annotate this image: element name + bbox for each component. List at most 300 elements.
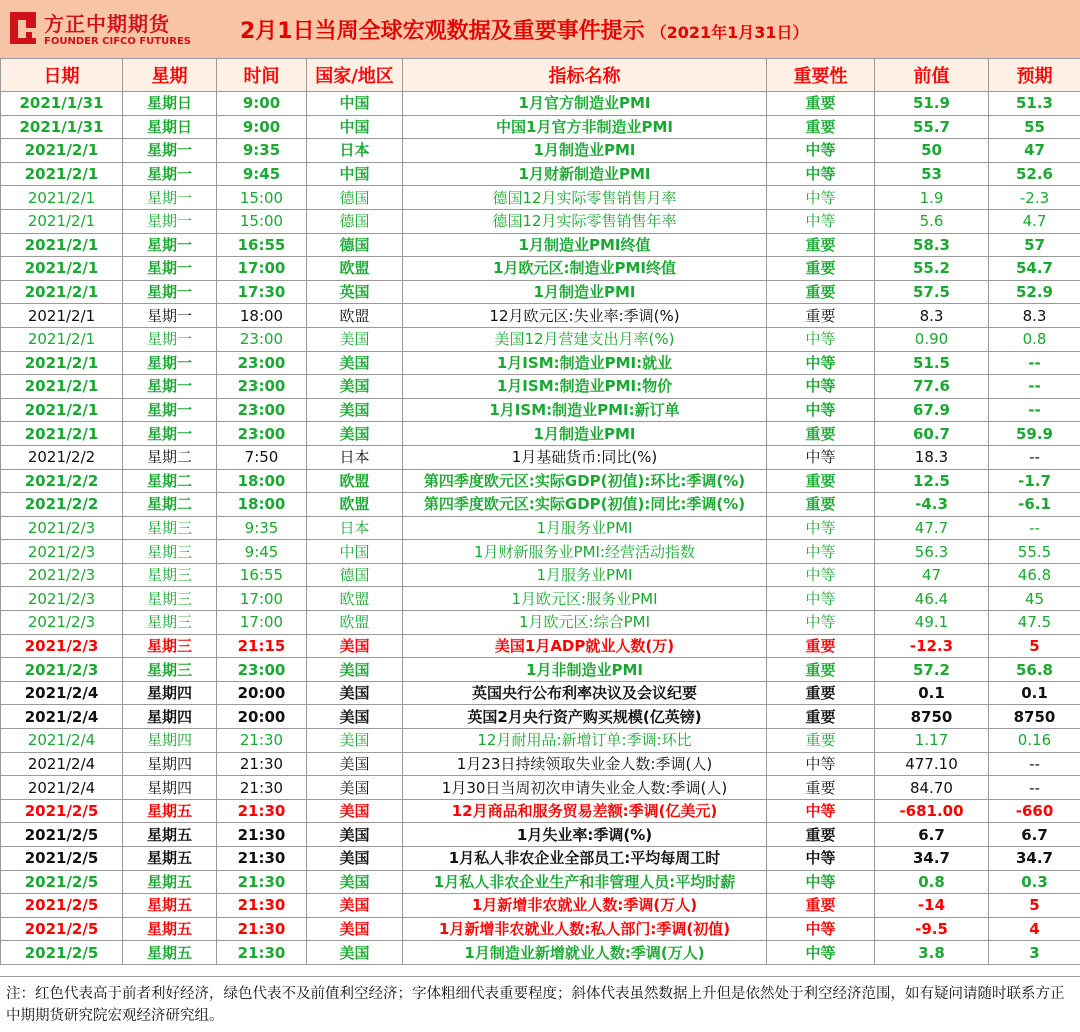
table-row (1, 162, 1080, 186)
cell-region: 欧盟 (307, 611, 403, 635)
cell-weekday: 星期一 (123, 280, 217, 304)
cell-date: 2021/2/3 (1, 563, 123, 587)
table-row (1, 493, 1080, 517)
cell-region: 美国 (307, 681, 403, 705)
cell-indicator: 英国央行公布利率决议及会议纪要 (403, 681, 767, 705)
table-row (1, 92, 1080, 116)
cell-previous: 51.5 (875, 351, 989, 375)
cell-importance: 重要 (767, 681, 875, 705)
cell-date: 2021/2/2 (1, 469, 123, 493)
cell-indicator: 1月制造业新增就业人数:季调(万人) (403, 941, 767, 965)
cell-previous: 84.70 (875, 776, 989, 800)
cell-weekday: 星期一 (123, 375, 217, 399)
cell-region: 日本 (307, 139, 403, 163)
cell-indicator: 英国2月央行资产购买规模(亿英镑) (403, 705, 767, 729)
cell-forecast: 57 (989, 233, 1080, 257)
cell-previous: 67.9 (875, 398, 989, 422)
title-text: 2月1日当周全球宏观数据及重要事件提示 (240, 19, 645, 44)
cell-previous: 57.2 (875, 658, 989, 682)
cell-previous: 0.90 (875, 327, 989, 351)
cell-date: 2021/2/3 (1, 540, 123, 564)
cell-forecast: 47.5 (989, 611, 1080, 635)
cell-region: 美国 (307, 941, 403, 965)
cell-date: 2021/2/5 (1, 941, 123, 965)
cell-forecast: 8.3 (989, 304, 1080, 328)
cell-weekday: 星期一 (123, 257, 217, 281)
cell-date: 2021/2/5 (1, 894, 123, 918)
cell-weekday: 星期一 (123, 398, 217, 422)
cell-region: 德国 (307, 186, 403, 210)
cell-weekday: 星期四 (123, 776, 217, 800)
cell-previous: 56.3 (875, 540, 989, 564)
cell-time: 9:35 (217, 516, 307, 540)
cell-previous: 47 (875, 563, 989, 587)
cell-time: 18:00 (217, 304, 307, 328)
cell-date: 2021/2/1 (1, 162, 123, 186)
cell-date: 2021/2/5 (1, 870, 123, 894)
cell-indicator: 1月服务业PMI (403, 516, 767, 540)
cell-date: 2021/1/31 (1, 115, 123, 139)
table-row (1, 516, 1080, 540)
table-row (1, 445, 1080, 469)
cell-importance: 重要 (767, 823, 875, 847)
cell-importance: 重要 (767, 233, 875, 257)
cell-time: 23:00 (217, 422, 307, 446)
logo-mark-icon (6, 8, 40, 48)
cell-previous: 53 (875, 162, 989, 186)
cell-importance: 重要 (767, 776, 875, 800)
cell-weekday: 星期四 (123, 705, 217, 729)
table-row (1, 799, 1080, 823)
cell-importance: 中等 (767, 375, 875, 399)
cell-indicator: 第四季度欧元区:实际GDP(初值):环比:季调(%) (403, 469, 767, 493)
cell-weekday: 星期五 (123, 894, 217, 918)
table-row (1, 941, 1080, 965)
cell-weekday: 星期日 (123, 92, 217, 116)
cell-time: 21:30 (217, 776, 307, 800)
cell-date: 2021/2/1 (1, 398, 123, 422)
cell-date: 2021/2/5 (1, 847, 123, 871)
cell-indicator: 1月ISM:制造业PMI:就业 (403, 351, 767, 375)
cell-date: 2021/2/1 (1, 186, 123, 210)
table-row (1, 209, 1080, 233)
cell-weekday: 星期五 (123, 917, 217, 941)
cell-forecast: 0.1 (989, 681, 1080, 705)
cell-weekday: 星期日 (123, 115, 217, 139)
table-row (1, 563, 1080, 587)
cell-indicator: 1月欧元区:服务业PMI (403, 587, 767, 611)
cell-date: 2021/2/1 (1, 233, 123, 257)
cell-time: 21:30 (217, 823, 307, 847)
cell-time: 23:00 (217, 375, 307, 399)
cell-forecast: 55.5 (989, 540, 1080, 564)
cell-forecast: 0.3 (989, 870, 1080, 894)
cell-region: 美国 (307, 894, 403, 918)
cell-indicator: 1月私人非农企业全部员工:平均每周工时 (403, 847, 767, 871)
cell-region: 德国 (307, 209, 403, 233)
title-date: （2021年1月31日） (650, 23, 809, 42)
table-row (1, 351, 1080, 375)
cell-importance: 重要 (767, 422, 875, 446)
cell-importance: 中等 (767, 445, 875, 469)
cell-importance: 中等 (767, 209, 875, 233)
cell-importance: 重要 (767, 705, 875, 729)
cell-previous: 55.7 (875, 115, 989, 139)
cell-region: 美国 (307, 375, 403, 399)
cell-time: 9:45 (217, 162, 307, 186)
cell-forecast: 0.8 (989, 327, 1080, 351)
cell-indicator: 1月私人非农企业生产和非管理人员:平均时薪 (403, 870, 767, 894)
table-row (1, 729, 1080, 753)
cell-date: 2021/2/3 (1, 611, 123, 635)
cell-date: 2021/2/2 (1, 445, 123, 469)
cell-date: 2021/2/1 (1, 257, 123, 281)
cell-region: 欧盟 (307, 493, 403, 517)
cell-importance: 中等 (767, 351, 875, 375)
cell-weekday: 星期一 (123, 186, 217, 210)
cell-region: 美国 (307, 634, 403, 658)
cell-indicator: 12月商品和服务贸易差额:季调(亿美元) (403, 799, 767, 823)
table-row (1, 233, 1080, 257)
cell-indicator: 12月耐用品:新增订单:季调:环比 (403, 729, 767, 753)
cell-time: 17:00 (217, 257, 307, 281)
cell-time: 7:50 (217, 445, 307, 469)
table-row (1, 681, 1080, 705)
cell-previous: -12.3 (875, 634, 989, 658)
cell-importance: 中等 (767, 139, 875, 163)
cell-weekday: 星期一 (123, 351, 217, 375)
cell-importance: 中等 (767, 799, 875, 823)
cell-date: 2021/2/5 (1, 823, 123, 847)
column-header-importance: 重要性 (767, 59, 875, 92)
cell-importance: 中等 (767, 516, 875, 540)
cell-time: 21:30 (217, 894, 307, 918)
cell-date: 2021/2/1 (1, 280, 123, 304)
cell-importance: 重要 (767, 92, 875, 116)
table-row (1, 115, 1080, 139)
cell-importance: 中等 (767, 917, 875, 941)
cell-region: 欧盟 (307, 257, 403, 281)
logo-chinese-name: 方正中期期货 (44, 12, 170, 36)
cell-weekday: 星期三 (123, 516, 217, 540)
cell-forecast: 3 (989, 941, 1080, 965)
cell-time: 21:30 (217, 847, 307, 871)
cell-forecast: 52.6 (989, 162, 1080, 186)
cell-indicator: 1月欧元区:综合PMI (403, 611, 767, 635)
cell-previous: 55.2 (875, 257, 989, 281)
cell-weekday: 星期二 (123, 445, 217, 469)
cell-forecast: 55 (989, 115, 1080, 139)
cell-indicator: 1月基础货币:同比(%) (403, 445, 767, 469)
cell-region: 美国 (307, 351, 403, 375)
cell-forecast: 4.7 (989, 209, 1080, 233)
cell-forecast: 54.7 (989, 257, 1080, 281)
column-header-region: 国家/地区 (307, 59, 403, 92)
cell-weekday: 星期四 (123, 752, 217, 776)
cell-forecast: 45 (989, 587, 1080, 611)
cell-forecast: -660 (989, 799, 1080, 823)
cell-importance: 中等 (767, 847, 875, 871)
cell-time: 16:55 (217, 563, 307, 587)
cell-region: 美国 (307, 870, 403, 894)
cell-previous: 57.5 (875, 280, 989, 304)
table-row (1, 705, 1080, 729)
cell-weekday: 星期五 (123, 799, 217, 823)
cell-date: 2021/2/1 (1, 327, 123, 351)
page-title (240, 14, 809, 45)
cell-importance: 重要 (767, 493, 875, 517)
cell-time: 23:00 (217, 658, 307, 682)
cell-weekday: 星期一 (123, 327, 217, 351)
cell-forecast: -2.3 (989, 186, 1080, 210)
cell-weekday: 星期五 (123, 870, 217, 894)
table-row (1, 186, 1080, 210)
cell-importance: 重要 (767, 257, 875, 281)
cell-region: 中国 (307, 115, 403, 139)
column-header-previous: 前值 (875, 59, 989, 92)
cell-region: 美国 (307, 705, 403, 729)
table-row (1, 894, 1080, 918)
cell-time: 18:00 (217, 493, 307, 517)
cell-weekday: 星期一 (123, 422, 217, 446)
cell-forecast: 56.8 (989, 658, 1080, 682)
column-header-time: 时间 (217, 59, 307, 92)
table-row (1, 139, 1080, 163)
cell-weekday: 星期二 (123, 493, 217, 517)
cell-time: 18:00 (217, 469, 307, 493)
cell-time: 20:00 (217, 705, 307, 729)
cell-time: 21:30 (217, 941, 307, 965)
cell-time: 23:00 (217, 327, 307, 351)
events-table (0, 58, 1080, 965)
cell-previous: 5.6 (875, 209, 989, 233)
table-body (1, 92, 1080, 965)
cell-time: 9:00 (217, 115, 307, 139)
cell-region: 美国 (307, 752, 403, 776)
cell-previous: 60.7 (875, 422, 989, 446)
cell-indicator: 1月官方制造业PMI (403, 92, 767, 116)
cell-weekday: 星期五 (123, 941, 217, 965)
cell-indicator: 德国12月实际零售销售年率 (403, 209, 767, 233)
company-logo (6, 6, 191, 52)
cell-indicator: 1月23日持续领取失业金人数:季调(人) (403, 752, 767, 776)
cell-importance: 中等 (767, 398, 875, 422)
cell-forecast: 46.8 (989, 563, 1080, 587)
cell-indicator: 中国1月官方非制造业PMI (403, 115, 767, 139)
cell-importance: 中等 (767, 186, 875, 210)
cell-previous: 12.5 (875, 469, 989, 493)
cell-importance: 重要 (767, 894, 875, 918)
cell-date: 2021/2/4 (1, 776, 123, 800)
cell-forecast: 34.7 (989, 847, 1080, 871)
cell-previous: -9.5 (875, 917, 989, 941)
cell-previous: 3.8 (875, 941, 989, 965)
cell-forecast: -- (989, 398, 1080, 422)
cell-indicator: 1月制造业PMI终值 (403, 233, 767, 257)
cell-date: 2021/2/1 (1, 139, 123, 163)
cell-date: 2021/2/3 (1, 587, 123, 611)
header-banner (0, 0, 1080, 59)
logo-english-name: FOUNDER CIFCO FUTURES (44, 36, 191, 47)
cell-importance: 重要 (767, 304, 875, 328)
cell-forecast: -- (989, 776, 1080, 800)
cell-importance: 中等 (767, 540, 875, 564)
cell-time: 20:00 (217, 681, 307, 705)
cell-region: 英国 (307, 280, 403, 304)
cell-weekday: 星期五 (123, 823, 217, 847)
cell-indicator: 德国12月实际零售销售月率 (403, 186, 767, 210)
cell-region: 美国 (307, 729, 403, 753)
cell-date: 2021/2/1 (1, 304, 123, 328)
table-row (1, 540, 1080, 564)
cell-date: 2021/2/4 (1, 705, 123, 729)
cell-date: 2021/2/4 (1, 681, 123, 705)
cell-previous: 0.1 (875, 681, 989, 705)
column-header-date: 日期 (1, 59, 123, 92)
cell-region: 美国 (307, 776, 403, 800)
cell-forecast: 5 (989, 634, 1080, 658)
cell-importance: 中等 (767, 870, 875, 894)
cell-weekday: 星期三 (123, 611, 217, 635)
cell-importance: 重要 (767, 729, 875, 753)
cell-weekday: 星期三 (123, 540, 217, 564)
cell-forecast: 8750 (989, 705, 1080, 729)
table-row (1, 375, 1080, 399)
cell-region: 中国 (307, 162, 403, 186)
table-row (1, 634, 1080, 658)
cell-previous: 6.7 (875, 823, 989, 847)
cell-indicator: 1月非制造业PMI (403, 658, 767, 682)
cell-weekday: 星期四 (123, 681, 217, 705)
cell-previous: 51.9 (875, 92, 989, 116)
cell-previous: -4.3 (875, 493, 989, 517)
cell-date: 2021/2/3 (1, 634, 123, 658)
cell-importance: 中等 (767, 941, 875, 965)
table-row (1, 587, 1080, 611)
cell-importance: 重要 (767, 280, 875, 304)
cell-indicator: 1月30日当周初次申请失业金人数:季调(人) (403, 776, 767, 800)
cell-date: 2021/2/1 (1, 351, 123, 375)
cell-importance: 中等 (767, 327, 875, 351)
table-row (1, 658, 1080, 682)
cell-region: 德国 (307, 563, 403, 587)
cell-importance: 中等 (767, 752, 875, 776)
table-row (1, 257, 1080, 281)
table-row (1, 398, 1080, 422)
cell-indicator: 1月ISM:制造业PMI:新订单 (403, 398, 767, 422)
cell-region: 美国 (307, 422, 403, 446)
table-row (1, 422, 1080, 446)
cell-importance: 重要 (767, 115, 875, 139)
cell-region: 美国 (307, 823, 403, 847)
cell-previous: 46.4 (875, 587, 989, 611)
cell-importance: 重要 (767, 469, 875, 493)
cell-region: 欧盟 (307, 304, 403, 328)
cell-indicator: 1月新增非农就业人数:季调(万人) (403, 894, 767, 918)
table-row (1, 823, 1080, 847)
cell-previous: 49.1 (875, 611, 989, 635)
cell-indicator: 1月欧元区:制造业PMI终值 (403, 257, 767, 281)
cell-previous: 8750 (875, 705, 989, 729)
cell-importance: 中等 (767, 611, 875, 635)
table-header-row (1, 59, 1080, 92)
cell-indicator: 1月新增非农就业人数:私人部门:季调(初值) (403, 917, 767, 941)
cell-importance: 中等 (767, 162, 875, 186)
table-row (1, 776, 1080, 800)
table-row (1, 847, 1080, 871)
cell-weekday: 星期三 (123, 658, 217, 682)
column-header-forecast: 预期 (989, 59, 1080, 92)
cell-indicator: 第四季度欧元区:实际GDP(初值):同比:季调(%) (403, 493, 767, 517)
cell-indicator: 1月失业率:季调(%) (403, 823, 767, 847)
cell-indicator: 1月财新服务业PMI:经营活动指数 (403, 540, 767, 564)
cell-time: 15:00 (217, 186, 307, 210)
cell-weekday: 星期一 (123, 304, 217, 328)
cell-weekday: 星期一 (123, 139, 217, 163)
cell-date: 2021/1/31 (1, 92, 123, 116)
footnote: 注：红色代表高于前者利好经济，绿色代表不及前值利空经济；字体粗细代表重要程度；斜体代表虽然数据上升但是依然处于利空经济范围，如有疑问请随时联系方正中期期货研究院宏观经济研究组。 (0, 976, 1080, 1032)
cell-time: 9:00 (217, 92, 307, 116)
cell-region: 日本 (307, 445, 403, 469)
table-row (1, 752, 1080, 776)
cell-forecast: 0.16 (989, 729, 1080, 753)
cell-time: 9:45 (217, 540, 307, 564)
cell-previous: 50 (875, 139, 989, 163)
cell-previous: -14 (875, 894, 989, 918)
cell-forecast: -6.1 (989, 493, 1080, 517)
cell-region: 美国 (307, 327, 403, 351)
cell-weekday: 星期一 (123, 209, 217, 233)
cell-indicator: 1月制造业PMI (403, 422, 767, 446)
cell-region: 中国 (307, 540, 403, 564)
table-row (1, 917, 1080, 941)
cell-previous: 18.3 (875, 445, 989, 469)
cell-region: 日本 (307, 516, 403, 540)
cell-time: 15:00 (217, 209, 307, 233)
cell-indicator: 1月制造业PMI (403, 280, 767, 304)
table-row (1, 870, 1080, 894)
cell-forecast: -1.7 (989, 469, 1080, 493)
cell-forecast: 5 (989, 894, 1080, 918)
cell-forecast: 47 (989, 139, 1080, 163)
cell-forecast: 4 (989, 917, 1080, 941)
cell-date: 2021/2/3 (1, 658, 123, 682)
cell-forecast: 51.3 (989, 92, 1080, 116)
cell-forecast: 59.9 (989, 422, 1080, 446)
cell-time: 21:30 (217, 870, 307, 894)
cell-date: 2021/2/2 (1, 493, 123, 517)
cell-region: 美国 (307, 398, 403, 422)
cell-region: 欧盟 (307, 469, 403, 493)
column-header-indicator: 指标名称 (403, 59, 767, 92)
cell-previous: 58.3 (875, 233, 989, 257)
cell-indicator: 美国1月ADP就业人数(万) (403, 634, 767, 658)
cell-forecast: -- (989, 445, 1080, 469)
cell-forecast: -- (989, 375, 1080, 399)
cell-time: 21:30 (217, 799, 307, 823)
cell-weekday: 星期二 (123, 469, 217, 493)
cell-time: 23:00 (217, 351, 307, 375)
cell-date: 2021/2/1 (1, 209, 123, 233)
cell-weekday: 星期四 (123, 729, 217, 753)
cell-previous: 47.7 (875, 516, 989, 540)
cell-importance: 重要 (767, 634, 875, 658)
cell-previous: 477.10 (875, 752, 989, 776)
cell-date: 2021/2/3 (1, 516, 123, 540)
cell-time: 17:30 (217, 280, 307, 304)
cell-previous: 0.8 (875, 870, 989, 894)
cell-indicator: 美国12月营建支出月率(%) (403, 327, 767, 351)
